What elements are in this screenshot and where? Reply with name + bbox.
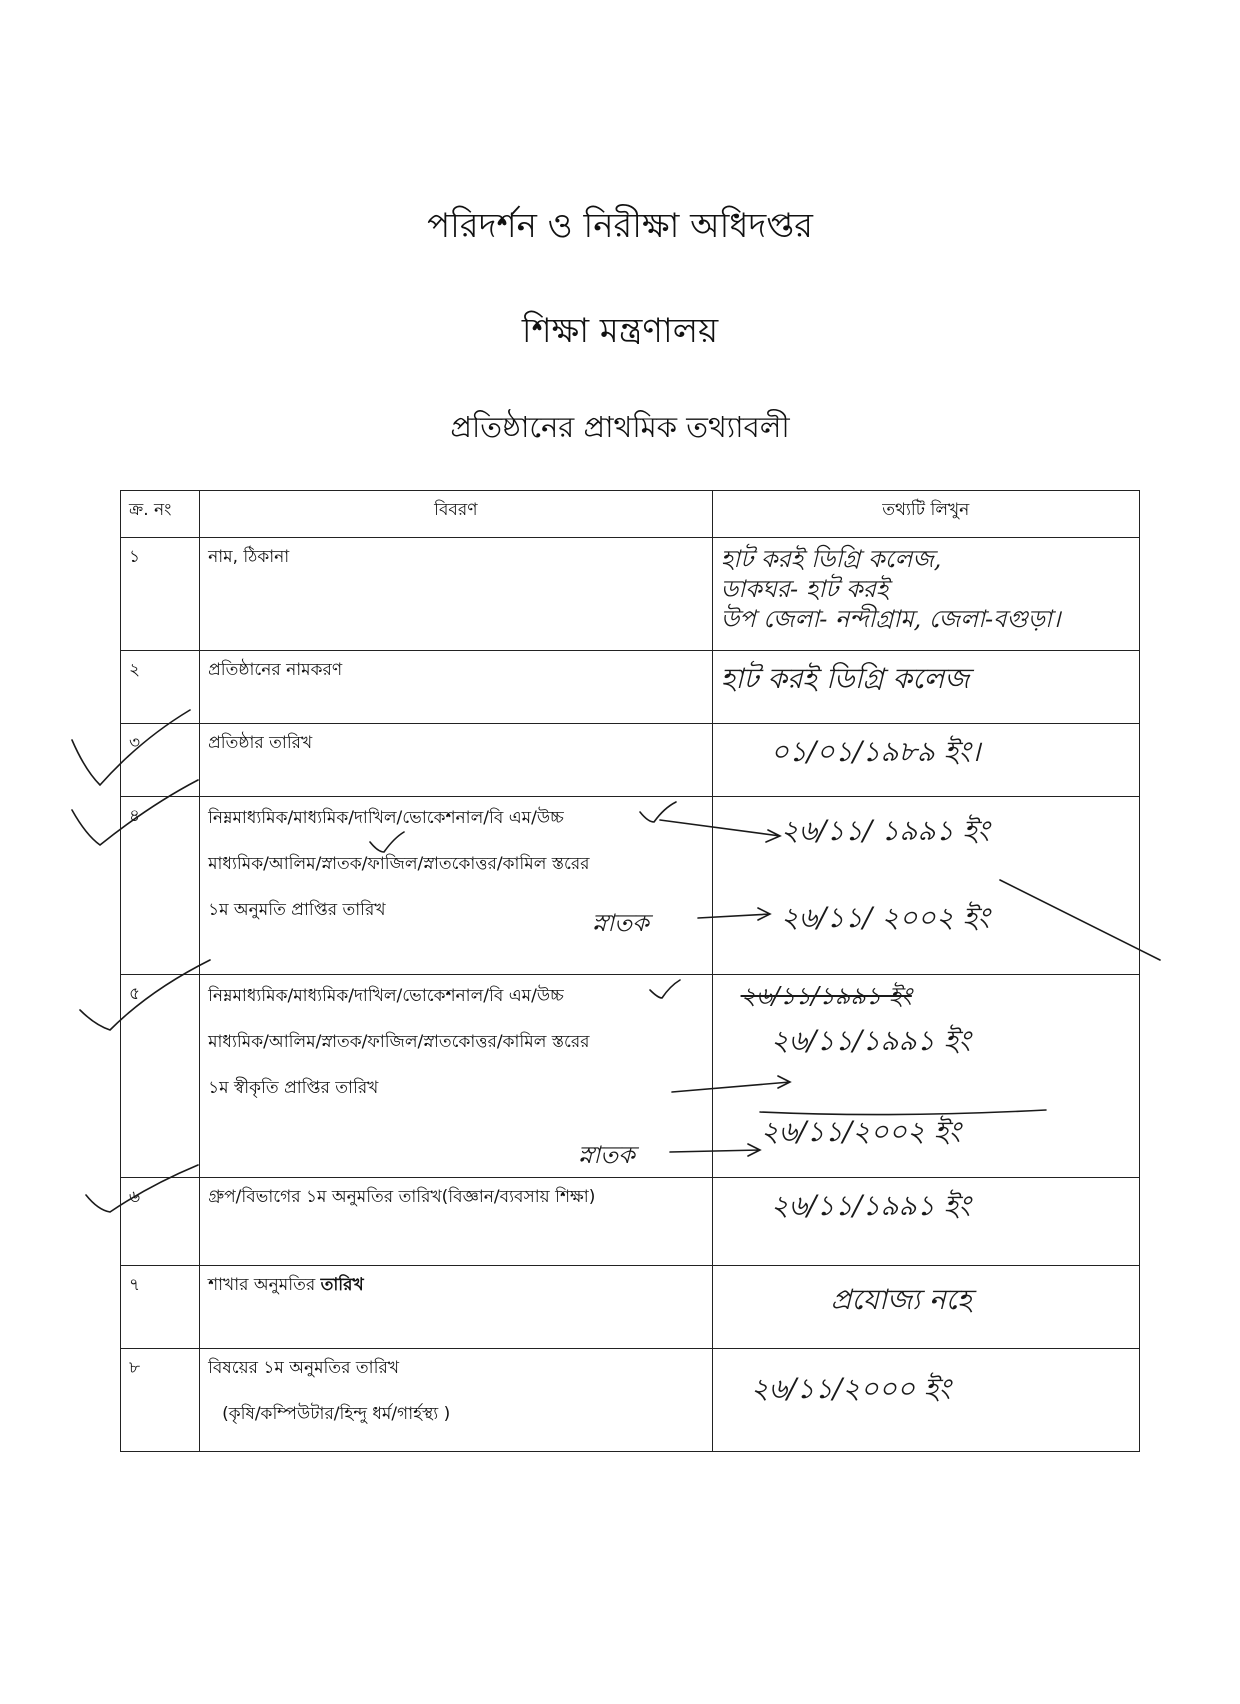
handwritten-value: ০১/০১/১৯৮৯ ইং। <box>770 735 981 768</box>
handwritten-value: ২৬/১১/১৯৯১ ইং <box>770 1024 971 1057</box>
description-line: নিম্নমাধ্যমিক/মাধ্যমিক/দাখিল/ভোকেশনাল/বি এম/উচ্চ <box>208 986 564 1006</box>
description-text: শাখার অনুমতির <box>208 1275 321 1295</box>
row-number: ৫ <box>121 975 200 1178</box>
handwritten-value: ২৬/১১/ ২০০২ ইং <box>780 901 990 934</box>
row-value <box>712 975 1139 1178</box>
row-number: ৪ <box>121 797 200 975</box>
info-table <box>120 490 1140 1452</box>
row-number: ৬ <box>121 1178 200 1266</box>
table-header-row <box>121 491 1140 538</box>
row-number: ৭ <box>121 1266 200 1349</box>
handwritten-value: হাট করই ডিগ্রি কলেজ <box>720 662 970 695</box>
description-line: নিম্নমাধ্যমিক/মাধ্যমিক/দাখিল/ভোকেশনাল/বি এম/উচ্চ <box>208 808 564 828</box>
row-number: ৩ <box>121 724 200 797</box>
row-description <box>200 975 713 1178</box>
margin-note-graduate: স্নাতক <box>578 1141 635 1169</box>
description-line: বিষয়ের ১ম অনুমতির তারিখ <box>208 1358 399 1378</box>
description-bold-text: তারিখ <box>320 1275 364 1295</box>
row-description <box>200 1349 713 1452</box>
row-description: প্রতিষ্ঠানের নামকরণ <box>200 651 713 724</box>
handwritten-value: উপ জেলা- নন্দীগ্রাম, জেলা-বগুড়া। <box>720 605 1061 633</box>
department-title: পরিদর্শন ও নিরীক্ষা অধিদপ্তর <box>427 206 813 246</box>
row-value <box>712 538 1139 651</box>
description-line: ১ম অনুমতি প্রাপ্তির তারিখ <box>208 900 386 920</box>
margin-note-graduate: স্নাতক <box>592 909 649 937</box>
table-row <box>121 797 1140 975</box>
header-description: বিবরণ <box>200 491 713 538</box>
row-description: গ্রুপ/বিভাগের ১ম অনুমতির তারিখ(বিজ্ঞান/ব্যবসায় শিক্ষা) <box>200 1178 713 1266</box>
row-description: প্রতিষ্ঠার তারিখ <box>200 724 713 797</box>
table-row <box>121 1349 1140 1452</box>
handwritten-value: ২৬/১১/২০০২ ইং <box>760 1115 961 1148</box>
handwritten-value: ২৬/১১/২০০০ ইং <box>750 1372 951 1405</box>
table-row <box>121 538 1140 651</box>
row-number: ২ <box>121 651 200 724</box>
row-description <box>200 797 713 975</box>
ministry-title: শিক্ষা মন্ত্রণালয় <box>521 311 719 351</box>
row-description <box>200 1266 713 1349</box>
header-serial: ক্র. নং <box>121 491 200 538</box>
row-value <box>712 1266 1139 1349</box>
table-row <box>121 1178 1140 1266</box>
handwritten-value: ২৬/১১/১৯৯১ ইং <box>770 1189 971 1222</box>
handwritten-value: প্রযোজ্য নহে <box>830 1283 972 1316</box>
handwritten-value-struck: ২৬/১১/১৯৯১ ইং <box>740 982 912 1010</box>
header-information: তথ্যটি লিখুন <box>712 491 1139 538</box>
handwritten-value: ২৬/১১/ ১৯৯১ ইং <box>780 814 990 847</box>
row-number: ১ <box>121 538 200 651</box>
description-line: মাধ্যমিক/আলিম/স্নাতক/ফাজিল/স্নাতকোত্তর/কামিল স্তরের <box>208 1032 590 1052</box>
handwritten-value: ডাকঘর- হাট করই <box>720 575 889 603</box>
description-line: মাধ্যমিক/আলিম/স্নাতক/ফাজিল/স্নাতকোত্তর/কামিল স্তরের <box>208 854 590 874</box>
table-row <box>121 651 1140 724</box>
row-value <box>712 651 1139 724</box>
description-line: ১ম স্বীকৃতি প্রাপ্তির তারিখ <box>208 1078 379 1098</box>
handwritten-value: হাট করই ডিগ্রি কলেজ, <box>720 545 942 573</box>
row-value <box>712 724 1139 797</box>
row-value <box>712 1349 1139 1452</box>
row-value <box>712 1178 1139 1266</box>
form-title: প্রতিষ্ঠানের প্রাথমিক তথ্যাবলী <box>450 410 790 444</box>
table-row <box>121 1266 1140 1349</box>
row-description: নাম, ঠিকানা <box>200 538 713 651</box>
table-row <box>121 724 1140 797</box>
row-number: ৮ <box>121 1349 200 1452</box>
description-line: (কৃষি/কম্পিউটার/হিন্দু ধর্ম/গার্হস্থ্য ) <box>222 1404 451 1424</box>
row-value <box>712 797 1139 975</box>
